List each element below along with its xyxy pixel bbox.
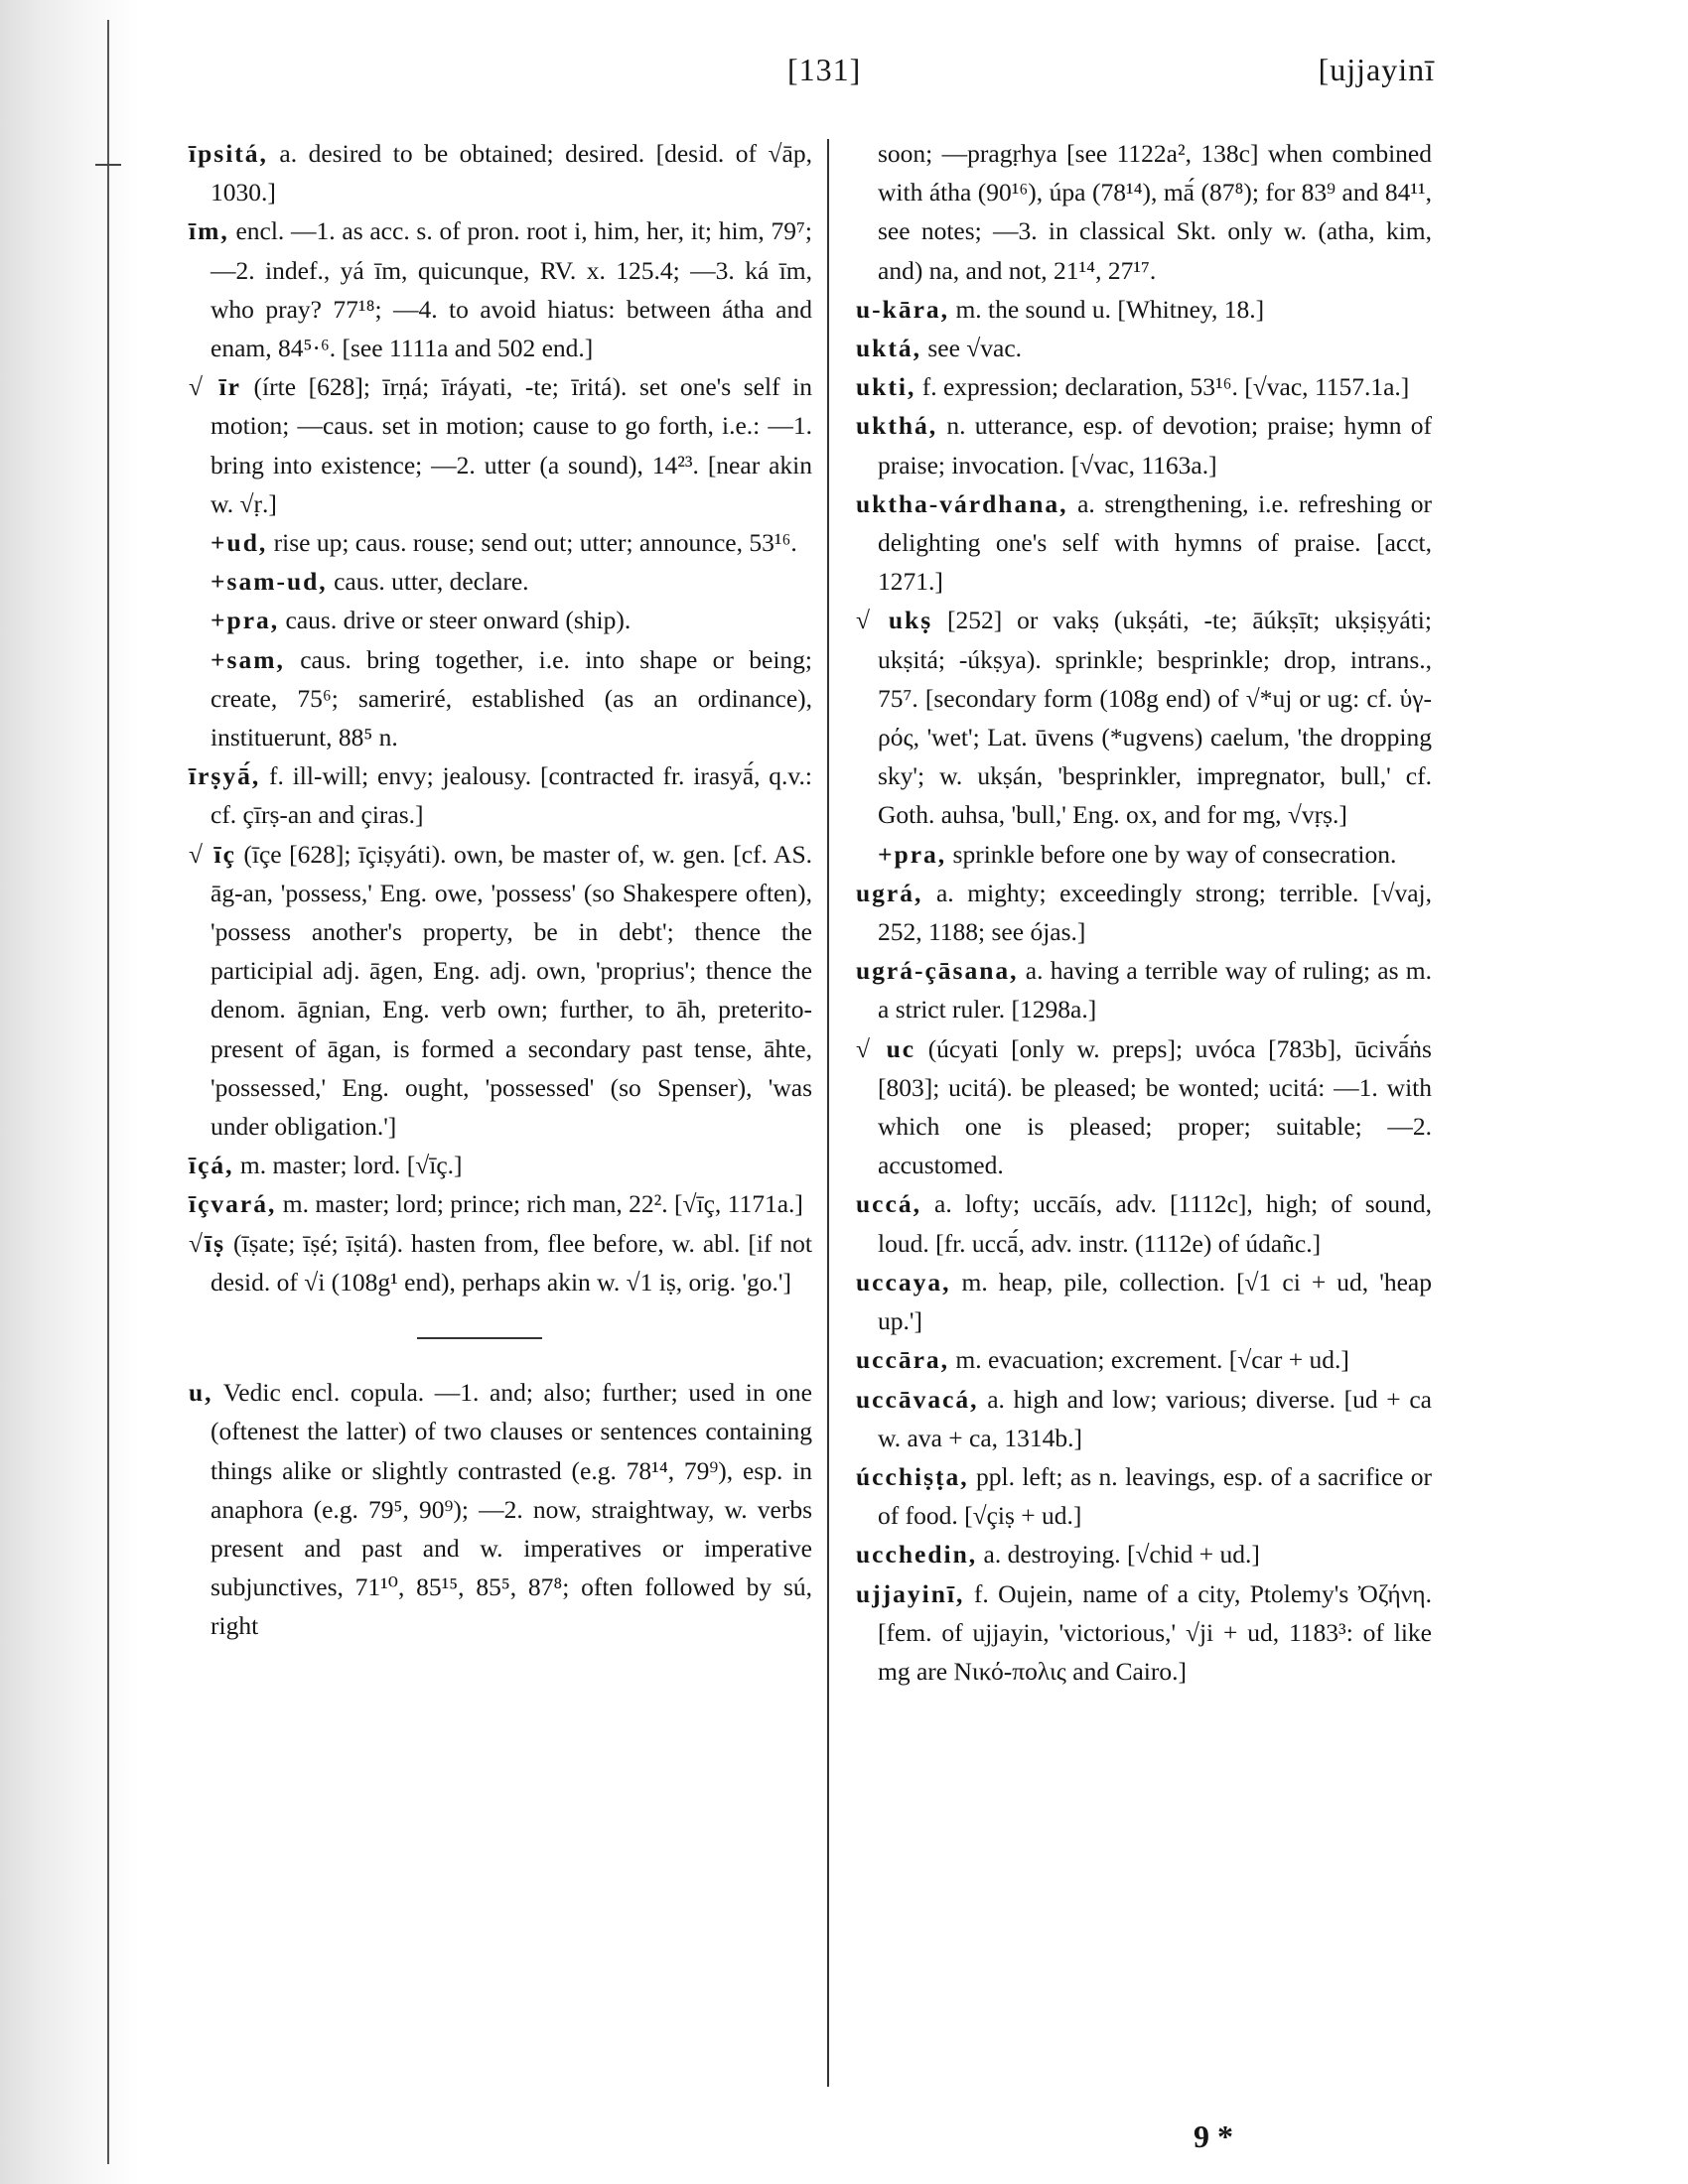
entry-definition: a. strengthening, i.e. refreshing or delighting one's self with hymns of praise. [acct, 1271.] bbox=[878, 488, 1432, 597]
dictionary-entry bbox=[856, 1574, 1432, 1692]
entry-headword: úcchiṣṭa, bbox=[856, 1461, 969, 1491]
dictionary-entry bbox=[856, 874, 1432, 951]
dictionary-entry bbox=[189, 601, 812, 639]
entry-headword: ugrá-çāsana, bbox=[856, 956, 1019, 986]
entry-definition: f. ill-will; envy; jealousy. [contracted fr. irasyā́, q.v.: cf. çīrṣ-an and çiras.] bbox=[211, 761, 812, 830]
entry-headword: uktá, bbox=[856, 334, 921, 363]
entry-headword: +pra, bbox=[878, 839, 947, 869]
entry-headword: √ ukṣ bbox=[856, 606, 933, 635]
column-rule bbox=[827, 139, 829, 2087]
entry-headword: uccāra, bbox=[856, 1345, 950, 1375]
dictionary-entry bbox=[189, 1146, 812, 1184]
entry-headword: √īṣ bbox=[189, 1228, 226, 1258]
entry-definition: caus. utter, declare. bbox=[327, 567, 529, 597]
entry-definition: a. lofty; uccāís, adv. [1112c], high; of sound, loud. [fr. uccā́, adv. instr. (1112e) of údañc.] bbox=[878, 1189, 1432, 1258]
dictionary-entry bbox=[856, 290, 1432, 329]
entry-headword: uccaya, bbox=[856, 1267, 951, 1297]
guide-word: [ujjayinī bbox=[1318, 52, 1435, 87]
entry-definition: [252] or vakṣ (ukṣáti, -te; āúkṣīt; ukṣiṣyáti; ukṣitá; -úkṣya). sprinkle; besprinkle; drop, intrans., 75⁷. [secondary form (108g end) of √*uj or ug: cf. ὑγ-ρός, 'wet'; Lat. ūvens (*ugvens) caelum, 'the dropping sky'; w. ukṣán, 'besprinkler, impregnator, bull,' cf. Goth. auhsa, 'bull,' Eng. ox, and for mg, √vṛṣ.] bbox=[878, 606, 1432, 830]
page-binding-shadow bbox=[0, 0, 139, 2184]
entry-headword: ucchedin, bbox=[856, 1540, 978, 1570]
dictionary-entry bbox=[189, 640, 812, 757]
dictionary-entry bbox=[856, 1184, 1432, 1262]
entry-definition: m. heap, pile, collection. [√1 ci + ud, 'heap up.'] bbox=[878, 1267, 1432, 1336]
dictionary-entry bbox=[189, 756, 812, 834]
dictionary-entry bbox=[856, 951, 1432, 1028]
entry-headword: u, bbox=[189, 1378, 213, 1408]
entry-headword: √ īr bbox=[189, 372, 241, 402]
entry-definition: caus. drive or steer onward (ship). bbox=[279, 606, 632, 635]
entry-definition: caus. bring together, i.e. into shape or being; create, 75⁶; sameriré, established (as an ordinance), instituerunt, 88⁵ n. bbox=[211, 644, 812, 752]
dictionary-entry bbox=[856, 1029, 1432, 1185]
entry-definition: f. Oujein, name of a city, Ptolemy's Ὀζήνη. [fem. of ujjayin, 'victorious,' √ji + ud, 1183³: of like mg are Νικό-πολις and Cairo.] bbox=[878, 1578, 1432, 1686]
dictionary-entry bbox=[856, 835, 1432, 874]
left-column bbox=[189, 134, 812, 1646]
dictionary-entry bbox=[856, 484, 1432, 602]
entry-headword: +sam, bbox=[211, 644, 285, 674]
entry-definition: m. master; lord. [√īç.] bbox=[233, 1151, 463, 1180]
dictionary-entry bbox=[856, 1340, 1432, 1379]
entry-headword: uccāvacá, bbox=[856, 1384, 979, 1414]
dictionary-entry bbox=[189, 211, 812, 367]
entry-headword: īçá, bbox=[189, 1151, 234, 1180]
entry-headword: īçvará, bbox=[189, 1189, 277, 1219]
dictionary-entry bbox=[189, 1184, 812, 1223]
entry-headword: uktha-várdhana, bbox=[856, 488, 1068, 518]
entry-headword: u-kāra, bbox=[856, 294, 950, 324]
dictionary-entry bbox=[189, 1224, 812, 1301]
dictionary-entry bbox=[856, 406, 1432, 483]
entry-definition: m. master; lord; prince; rich man, 22². [√īç, 1171a.] bbox=[276, 1189, 803, 1219]
entry-definition: (úcyati [only w. preps]; uvóca [783b], ūcivā́ṅs [803]; ucitá). be pleased; be wonted; ucitá: —1. with which one is pleased; proper; suitable; —2. accustomed. bbox=[878, 1033, 1432, 1180]
entry-definition: a. desired to be obtained; desired. [desid. of √āp, 1030.] bbox=[211, 139, 812, 207]
entry-headword: uccá, bbox=[856, 1189, 921, 1219]
entry-definition: (īçe [628]; īçiṣyáti). own, be master of, w. gen. [cf. AS. āg-an, 'possess,' Eng. owe, 'possess' (so Shakespere often), 'possess another's property, be in debt'; thence the participial adj. āgen, Eng. adj. own, 'proprius'; thence the denom. āgnian, Eng. verb own; further, to āh, preterito-present of āgan, is formed a secondary past tense, āhte, 'possessed,' Eng. ought, 'possessed' (so Spenser), 'was under obligation.'] bbox=[211, 839, 812, 1142]
entry-definition: encl. —1. as acc. s. of pron. root i, him, her, it; him, 79⁷; —2. indef., yá īm, quicunque, RV. x. 125.4; —3. ká īm, who pray? 77¹⁸; —4. to avoid hiatus: between átha and enam, 84⁵·⁶. [see 1111a and 502 end.] bbox=[211, 216, 812, 363]
dictionary-entry bbox=[856, 329, 1432, 367]
dictionary-entry bbox=[189, 562, 812, 601]
entry-headword: īrṣyā́, bbox=[189, 761, 261, 791]
entry-definition: a. mighty; exceedingly strong; terrible. [√vaj, 252, 1188; see ójas.] bbox=[878, 878, 1432, 947]
dictionary-entry bbox=[856, 601, 1432, 834]
entry-headword: +sam-ud, bbox=[211, 567, 328, 597]
entry-headword: ujjayinī, bbox=[856, 1578, 965, 1608]
entry-definition: a. destroying. [√chid + ud.] bbox=[977, 1540, 1260, 1570]
dictionary-entry bbox=[856, 134, 1432, 290]
left-entries bbox=[189, 134, 812, 1301]
dictionary-entry bbox=[856, 367, 1432, 406]
dictionary-entry bbox=[856, 1535, 1432, 1573]
dictionary-entry bbox=[856, 1380, 1432, 1457]
entry-headword: ugrá, bbox=[856, 878, 923, 907]
entry-definition: n. utterance, esp. of devotion; praise; hymn of praise; invocation. [√vac, 1163a.] bbox=[878, 411, 1432, 479]
dictionary-entry bbox=[856, 1457, 1432, 1535]
entry-definition: a. having a terrible way of ruling; as m. a strict ruler. [1298a.] bbox=[878, 956, 1432, 1024]
dictionary-entry bbox=[189, 523, 812, 562]
entry-headword: ukti, bbox=[856, 372, 916, 402]
entry-definition: (írte [628]; īrṇá; īráyati, -te; īritá). set one's self in motion; —caus. set in motion; cause to go forth, i.e.: —1. bring into existence; —2. utter (a sound), 14²³. [near akin w. √ṛ.] bbox=[211, 372, 812, 518]
entry-definition: ppl. left; as n. leavings, esp. of a sacrifice or of food. [√çiṣ + ud.] bbox=[878, 1461, 1432, 1531]
entry-definition: rise up; caus. rouse; send out; utter; announce, 53¹⁶. bbox=[267, 528, 797, 558]
entry-definition: f. expression; declaration, 53¹⁶. [√vac, 1157.1a.] bbox=[915, 372, 1410, 402]
dictionary-entry bbox=[856, 1263, 1432, 1340]
margin-tick bbox=[95, 164, 121, 166]
entry-definition: a. high and low; various; diverse. [ud + ca w. ava + ca, 1314b.] bbox=[878, 1384, 1432, 1452]
entry-headword: +ud, bbox=[211, 528, 268, 558]
dictionary-entry bbox=[189, 134, 812, 211]
entry-headword: √ uc bbox=[856, 1033, 916, 1063]
left-entries-after-rule bbox=[189, 1373, 812, 1645]
dictionary-entry bbox=[189, 835, 812, 1147]
signature-mark: 9 * bbox=[1194, 2118, 1233, 2154]
entry-definition: see √vac. bbox=[920, 334, 1023, 363]
entry-definition: (īṣate; īṣé; īṣitá). hasten from, flee before, w. abl. [if not desid. of √i (108g¹ end), perhaps akin w. √1 iṣ, orig. 'go.'] bbox=[211, 1228, 812, 1297]
entry-headword: īm, bbox=[189, 216, 229, 246]
right-entries bbox=[856, 134, 1432, 1691]
entry-definition: m. the sound u. [Whitney, 18.] bbox=[949, 294, 1265, 324]
dictionary-entry bbox=[189, 367, 812, 523]
entry-headword: īpsitá, bbox=[189, 139, 268, 168]
entry-definition: soon; —pragṛhya [see 1122a², 138c] when combined with átha (90¹⁶), úpa (78¹⁴), mā́ (87⁸); for 83⁹ and 84¹¹, see notes; —3. in classical Skt. only w. (atha, kim, and) na, and not, 21¹⁴, 27¹⁷. bbox=[878, 139, 1432, 285]
entry-definition: sprinkle before one by way of consecration. bbox=[946, 839, 1397, 869]
entry-headword: ukthá, bbox=[856, 411, 938, 441]
right-column bbox=[856, 134, 1432, 1691]
margin-rule bbox=[107, 20, 109, 2164]
entry-headword: √ īç bbox=[189, 839, 236, 869]
entry-definition: Vedic encl. copula. —1. and; also; further; used in one (oftenest the latter) of two clauses or sentences containing things alike or slightly contrasted (e.g. 78¹⁴, 79⁹), esp. in anaphora (e.g. 79⁵, 90⁹); —2. now, straightway, w. verbs present and past and w. imperatives or imperative subjunctives, 71¹⁰, 85¹⁵, 85⁵, 87⁸; often followed by sú, right bbox=[211, 1378, 812, 1641]
section-separator bbox=[417, 1337, 542, 1339]
page-number: [131] bbox=[787, 52, 862, 87]
dictionary-entry bbox=[189, 1373, 812, 1645]
entry-definition: m. evacuation; excrement. [√car + ud.] bbox=[949, 1345, 1349, 1375]
entry-headword: +pra, bbox=[211, 606, 280, 635]
